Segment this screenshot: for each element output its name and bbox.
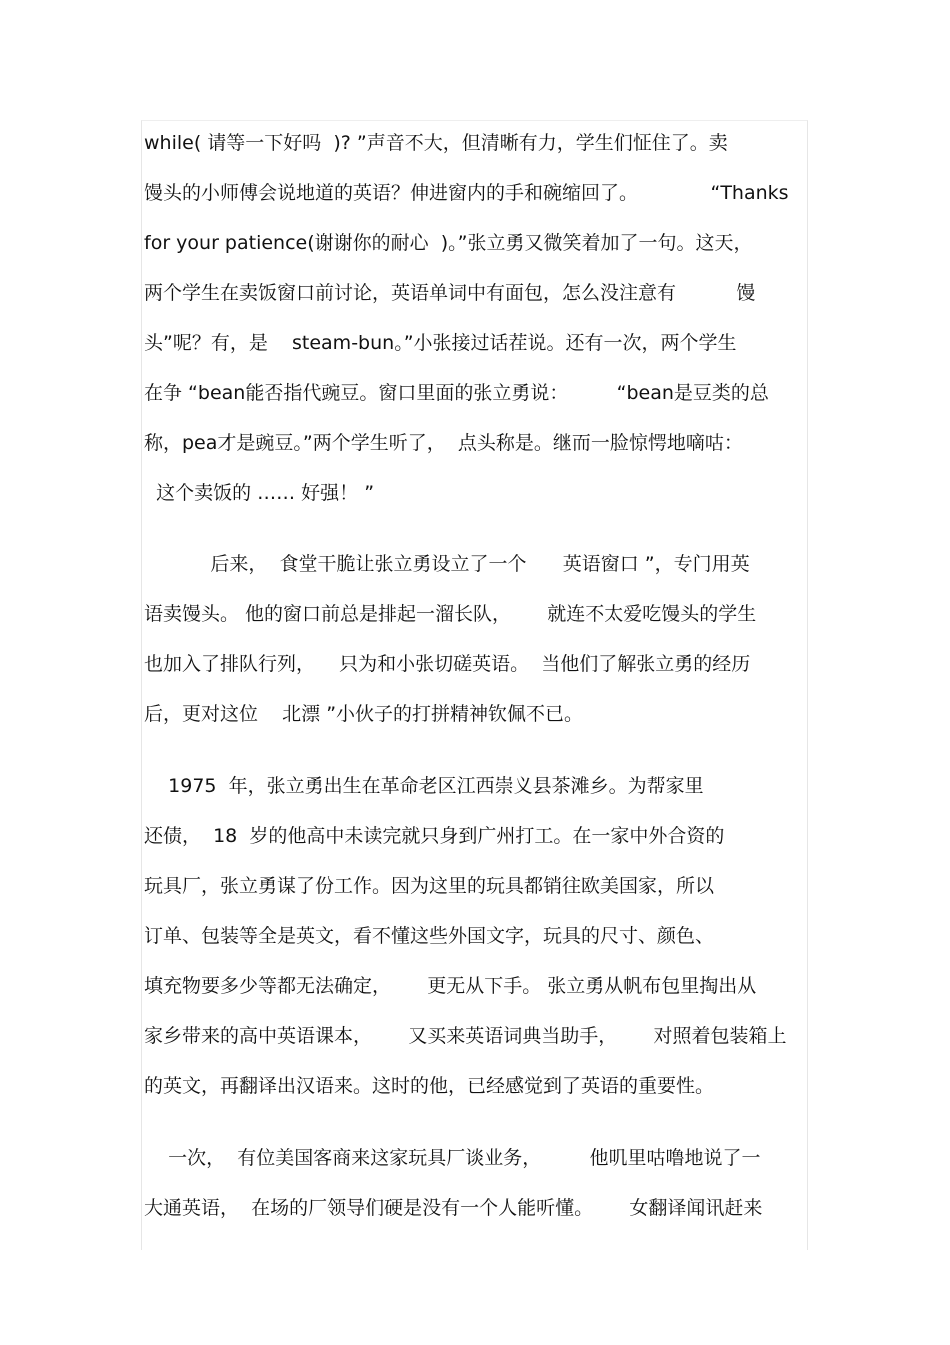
text-line-21: 大通英语， 在场的厂领导们硬是没有一个人能听懂。 女翻译闻讯赶来 [144, 1197, 763, 1219]
text-line-10: 语卖馒头。 他的窗口前总是排起一溜长队， 就连不太爱吃馒头的学生 [144, 603, 757, 625]
text-line-7: 称，pea才是豌豆。”两个学生听了， 点头称是。继而一脸惊愕地嘀咕： [144, 432, 743, 454]
text-line-2: 馒头的小师傅会说地道的英语？伸进窗内的手和碗缩回了。 “Thanks [144, 182, 789, 204]
text-line-13: 1975 年，张立勇出生在革命老区江西崇义县茶滩乡。为帮家里 [144, 775, 704, 797]
text-line-20: 一次， 有位美国客商来这家玩具厂谈业务， 他叽里咕噜地说了一 [144, 1147, 761, 1169]
text-line-12: 后，更对这位 北漂 ”小伙子的打拼精神钦佩不已。 [144, 703, 584, 725]
text-line-17: 填充物要多少等都无法确定， 更无从下手。 张立勇从帆布包里掏出从 [144, 975, 757, 997]
text-line-9: 后来， 食堂干脆让张立勇设立了一个 英语窗口 ”，专门用英 [144, 553, 750, 575]
text-line-18: 家乡带来的高中英语课本， 又买来英语词典当助手， 对照着包装箱上 [144, 1025, 787, 1047]
text-line-11: 也加入了排队行列， 只为和小张切磋英语。 当他们了解张立勇的经历 [144, 653, 751, 675]
text-line-19: 的英文，再翻译出汉语来。这时的他，已经感觉到了英语的重要性。 [144, 1075, 715, 1097]
text-line-14: 还债， 18 岁的他高中未读完就只身到广州打工。在一家中外合资的 [144, 825, 725, 847]
text-line-5: 头”呢？有，是 steam-bun。”小张接过话茬说。还有一次，两个学生 [144, 332, 737, 354]
text-line-3: for your patience(谢谢你的耐心 )。”张立勇又微笑着加了一句。这天， [144, 232, 753, 254]
text-line-6: 在争 “bean能否指代豌豆。窗口里面的张立勇说： “bean是豆类的总 [144, 382, 769, 404]
text-line-4: 两个学生在卖饭窗口前讨论，英语单词中有面包，怎么没注意有 馒 [144, 282, 756, 304]
text-line-1: while( 请等一下好吗 )? ”声音不大，但清晰有力，学生们怔住了。卖 [144, 132, 728, 154]
text-line-15: 玩具厂，张立勇谋了份工作。因为这里的玩具都销往欧美国家，所以 [144, 875, 715, 897]
text-line-16: 订单、包装等全是英文，看不懂这些外国文字，玩具的尺寸、颜色、 [144, 925, 715, 947]
text-line-8: 这个卖饭的 …… 好强！ ” [144, 482, 375, 504]
